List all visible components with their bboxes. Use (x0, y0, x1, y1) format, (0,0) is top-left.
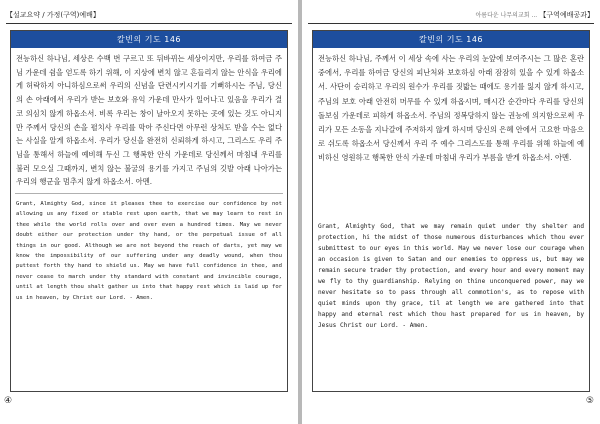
right-prayer-box (312, 30, 590, 392)
left-korean-prayer: 전능하신 하나님, 세상은 수백 번 구르고 또 뒤바뀌는 세상이지만, 우리를 하여금 주님 가운데 쉼을 얻도록 하기 위해, 이 지상에 변치 않고 흔들리지 않는 안식을 우리에게 허락하지 아니하심으로써 우리의 신념을 단련시키시기를 기뻐하시는 주님, 당신의 손 아래에서 우리가 받는 보호와 유익 가운데 만사가 일어나고 있음을 우리가 결코 의심치 않게 하옵소서. 비록 우리는 창이 날아오지 못하는 곳에 있는 것도 아니지만 주께서 당신의 손을 펼치사 우리를 막아 주신다면 아무런 상처도 받을 수는 없다는 사실을 알게 하옵소서. 우리가 당신을 완전히 신뢰하게 하시고, 그리스도 우리 주님을 통해서 하늘에 예비해 두신 그 행복한 안식 가운데로 당신께서 마침내 우리를 불러 모으실 그때까지, 변치 않는 불굴의 용기를 가지고 주님의 깃발 아래 나아가는 우리의 행군을 멈추지 않게 하옵소서. 아멘. (16, 54, 282, 187)
left-prayer-box (10, 30, 288, 392)
left-divider (15, 193, 283, 194)
right-korean-prayer: 전능하신 하나님, 주께서 이 세상 속에 사는 우리의 눈앞에 보여주시는 그 많은 혼란 중에서, 우리를 하여금 당신의 피난처와 보호하심 아래 잠잠히 있을 수 있게 하옵소서. 사단이 승리하고 우리의 원수가 우리를 짓밟는 때에도 용기를 잃지 않게 하시고, 주님의 보호 아래 안전히 머무를 수 있게 하옵시며, 매시간 순간마다 우리를 당신의 돌보심 가운데로 피하게 하옵소서. 주님의 정복당하지 않는 권능에 의지함으로써 우리가 모든 소동을 지나갈에 주저하지 않게 하시며 당신의 은혜 안에서 고요한 마음으로 쉬도록 하옵소서 당신께서 우리 주 예수 그리스도를 통해 우리를 위해 하늘에 예비하신 영원하고 행복한 안식 가운데 마침내 우리가 부름을 받게 하옵소서. 아멘. (318, 54, 584, 163)
left-header-rule (6, 23, 292, 24)
left-page-number: ④ (4, 396, 13, 406)
right-english-prayer: Grant, Almighty God, that we may remain quiet under thy shelter and protection, hi the midst of those numerous disturbances which thou ever submittest to our eyes in this world. May we never lose our courage when an occasion is given to Satan and our enemies to oppress us, but may we remain secure trader thy protection, and every hour and every moment may we fly to thy guardianship. Relying on thine unconquered power, may we never hesitate so to pass through all commotion's, as to repose with quiet minds upon thy grace, til at length we are gathered into that happy and eternal rest which thou hast prepared for us in heaven, by Jesus Christ our Lord. - Amen. (318, 222, 584, 330)
left-prayer-title: 칼빈의 기도 146 (11, 31, 287, 48)
right-page-number: ⑤ (585, 396, 594, 406)
left-english-prayer: Grant, Almighty God, since it pleases thee to exercise our confidence by not allowing us any fixed or stable rest upon earth, that we may learn to rest in thee while the world rolls over and over even a hundred times. May we never doubt either our protection under thy hand, or the perpetual issue of all things in our good. Although we are not beyond the reach of darts, yet may we know the impossibility of our suffering under any deadly wound, when thou puttest forth thy hand to shield us. May we have full confidence in thee, and never cease to march under thy standard with constant and invincible courage, until at length thou shalt gather us into that happy rest which is laid up for us in heaven, by Christ our Lord. - Amen. (16, 201, 282, 301)
left-page-header: 【설교요약 / 가정(구역)예배】 (6, 11, 100, 19)
right-header-title: 【구역예배공과】 (539, 11, 594, 19)
right-header-church: 아름다운 나무의교회 ... (475, 12, 538, 19)
right-page (302, 0, 600, 424)
right-header-rule (308, 23, 594, 24)
right-prayer-title: 칼빈의 기도 146 (313, 31, 589, 48)
left-page (0, 0, 298, 424)
right-page-header (475, 11, 594, 20)
